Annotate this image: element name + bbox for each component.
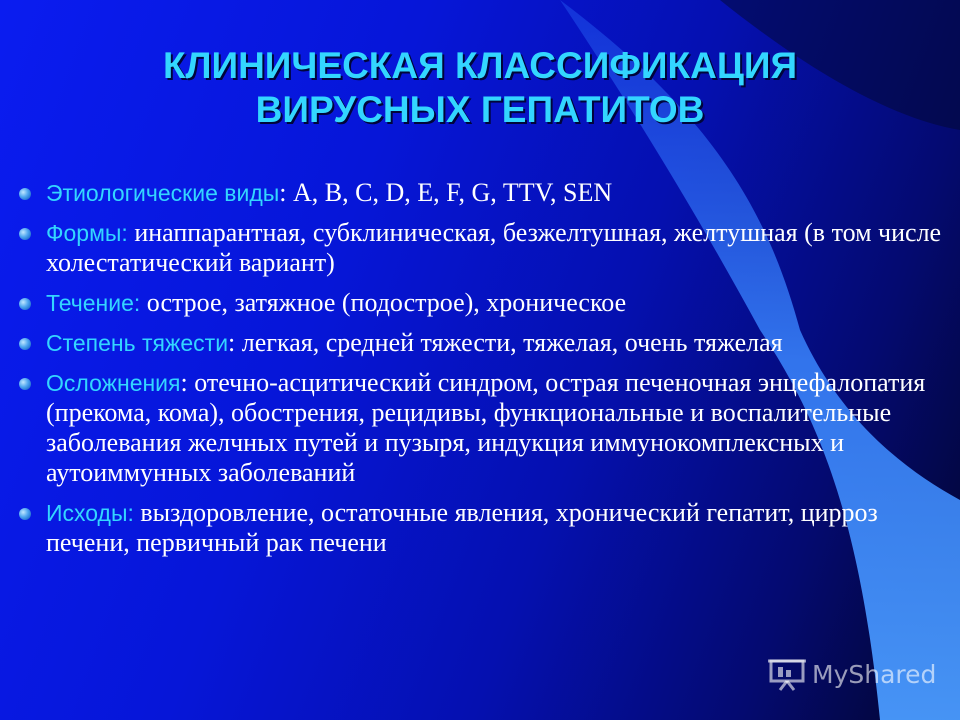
item-label: Осложнения <box>46 370 181 396</box>
item-separator: : <box>180 368 195 397</box>
item-separator: : <box>279 178 294 207</box>
list-item-course <box>46 288 946 318</box>
title-line-1: КЛИНИЧЕСКАЯ КЛАССИФИКАЦИЯ <box>162 45 798 86</box>
list-item-etiology <box>46 178 946 208</box>
slide-title <box>40 44 920 132</box>
item-label: Формы: <box>46 220 128 246</box>
bullet-icon <box>19 508 31 520</box>
item-text: отечно-асцитический синдром, острая печеночная энцефалопатия (прекома, кома), обострения, рецидивы, функциональные и воспалительные заболевания желчных путей и пузыря, индукция иммунокомплексных и аутоиммунных заболеваний <box>46 368 926 487</box>
bullet-icon <box>19 298 31 310</box>
item-text: инаппарантная, субклиническая, безжелтушная, желтушная (в том числе холестатический вариант) <box>46 218 942 277</box>
bullet-icon <box>19 228 31 240</box>
myshared-watermark <box>768 656 936 692</box>
item-text: легкая, средней тяжести, тяжелая, очень тяжелая <box>241 328 783 357</box>
item-separator: : <box>228 328 242 357</box>
item-label: Степень тяжести <box>46 330 229 356</box>
list-item-severity <box>46 328 946 358</box>
list-item-outcomes <box>46 498 946 558</box>
list-item-complications <box>46 368 946 488</box>
title-line-2: ВИРУСНЫХ ГЕПАТИТОВ <box>255 89 705 130</box>
list-item-forms <box>46 218 946 278</box>
bullet-icon <box>19 188 31 200</box>
item-label: Этиологические виды <box>46 180 280 206</box>
item-text: выздоровление, остаточные явления, хронический гепатит, цирроз печени, первичный рак печени <box>46 498 878 557</box>
item-label: Течение: <box>46 290 141 316</box>
classification-list <box>46 178 946 568</box>
presentation-board-icon <box>768 657 806 691</box>
bullet-icon <box>19 378 31 390</box>
item-text: острое, затяжное (подострое), хроническое <box>146 288 627 317</box>
bullet-icon <box>19 338 31 350</box>
item-text: A, B, C, D, E, F, G, TTV, SEN <box>293 178 613 207</box>
item-label: Исходы: <box>46 500 134 526</box>
watermark-text: MyShared <box>812 659 937 689</box>
